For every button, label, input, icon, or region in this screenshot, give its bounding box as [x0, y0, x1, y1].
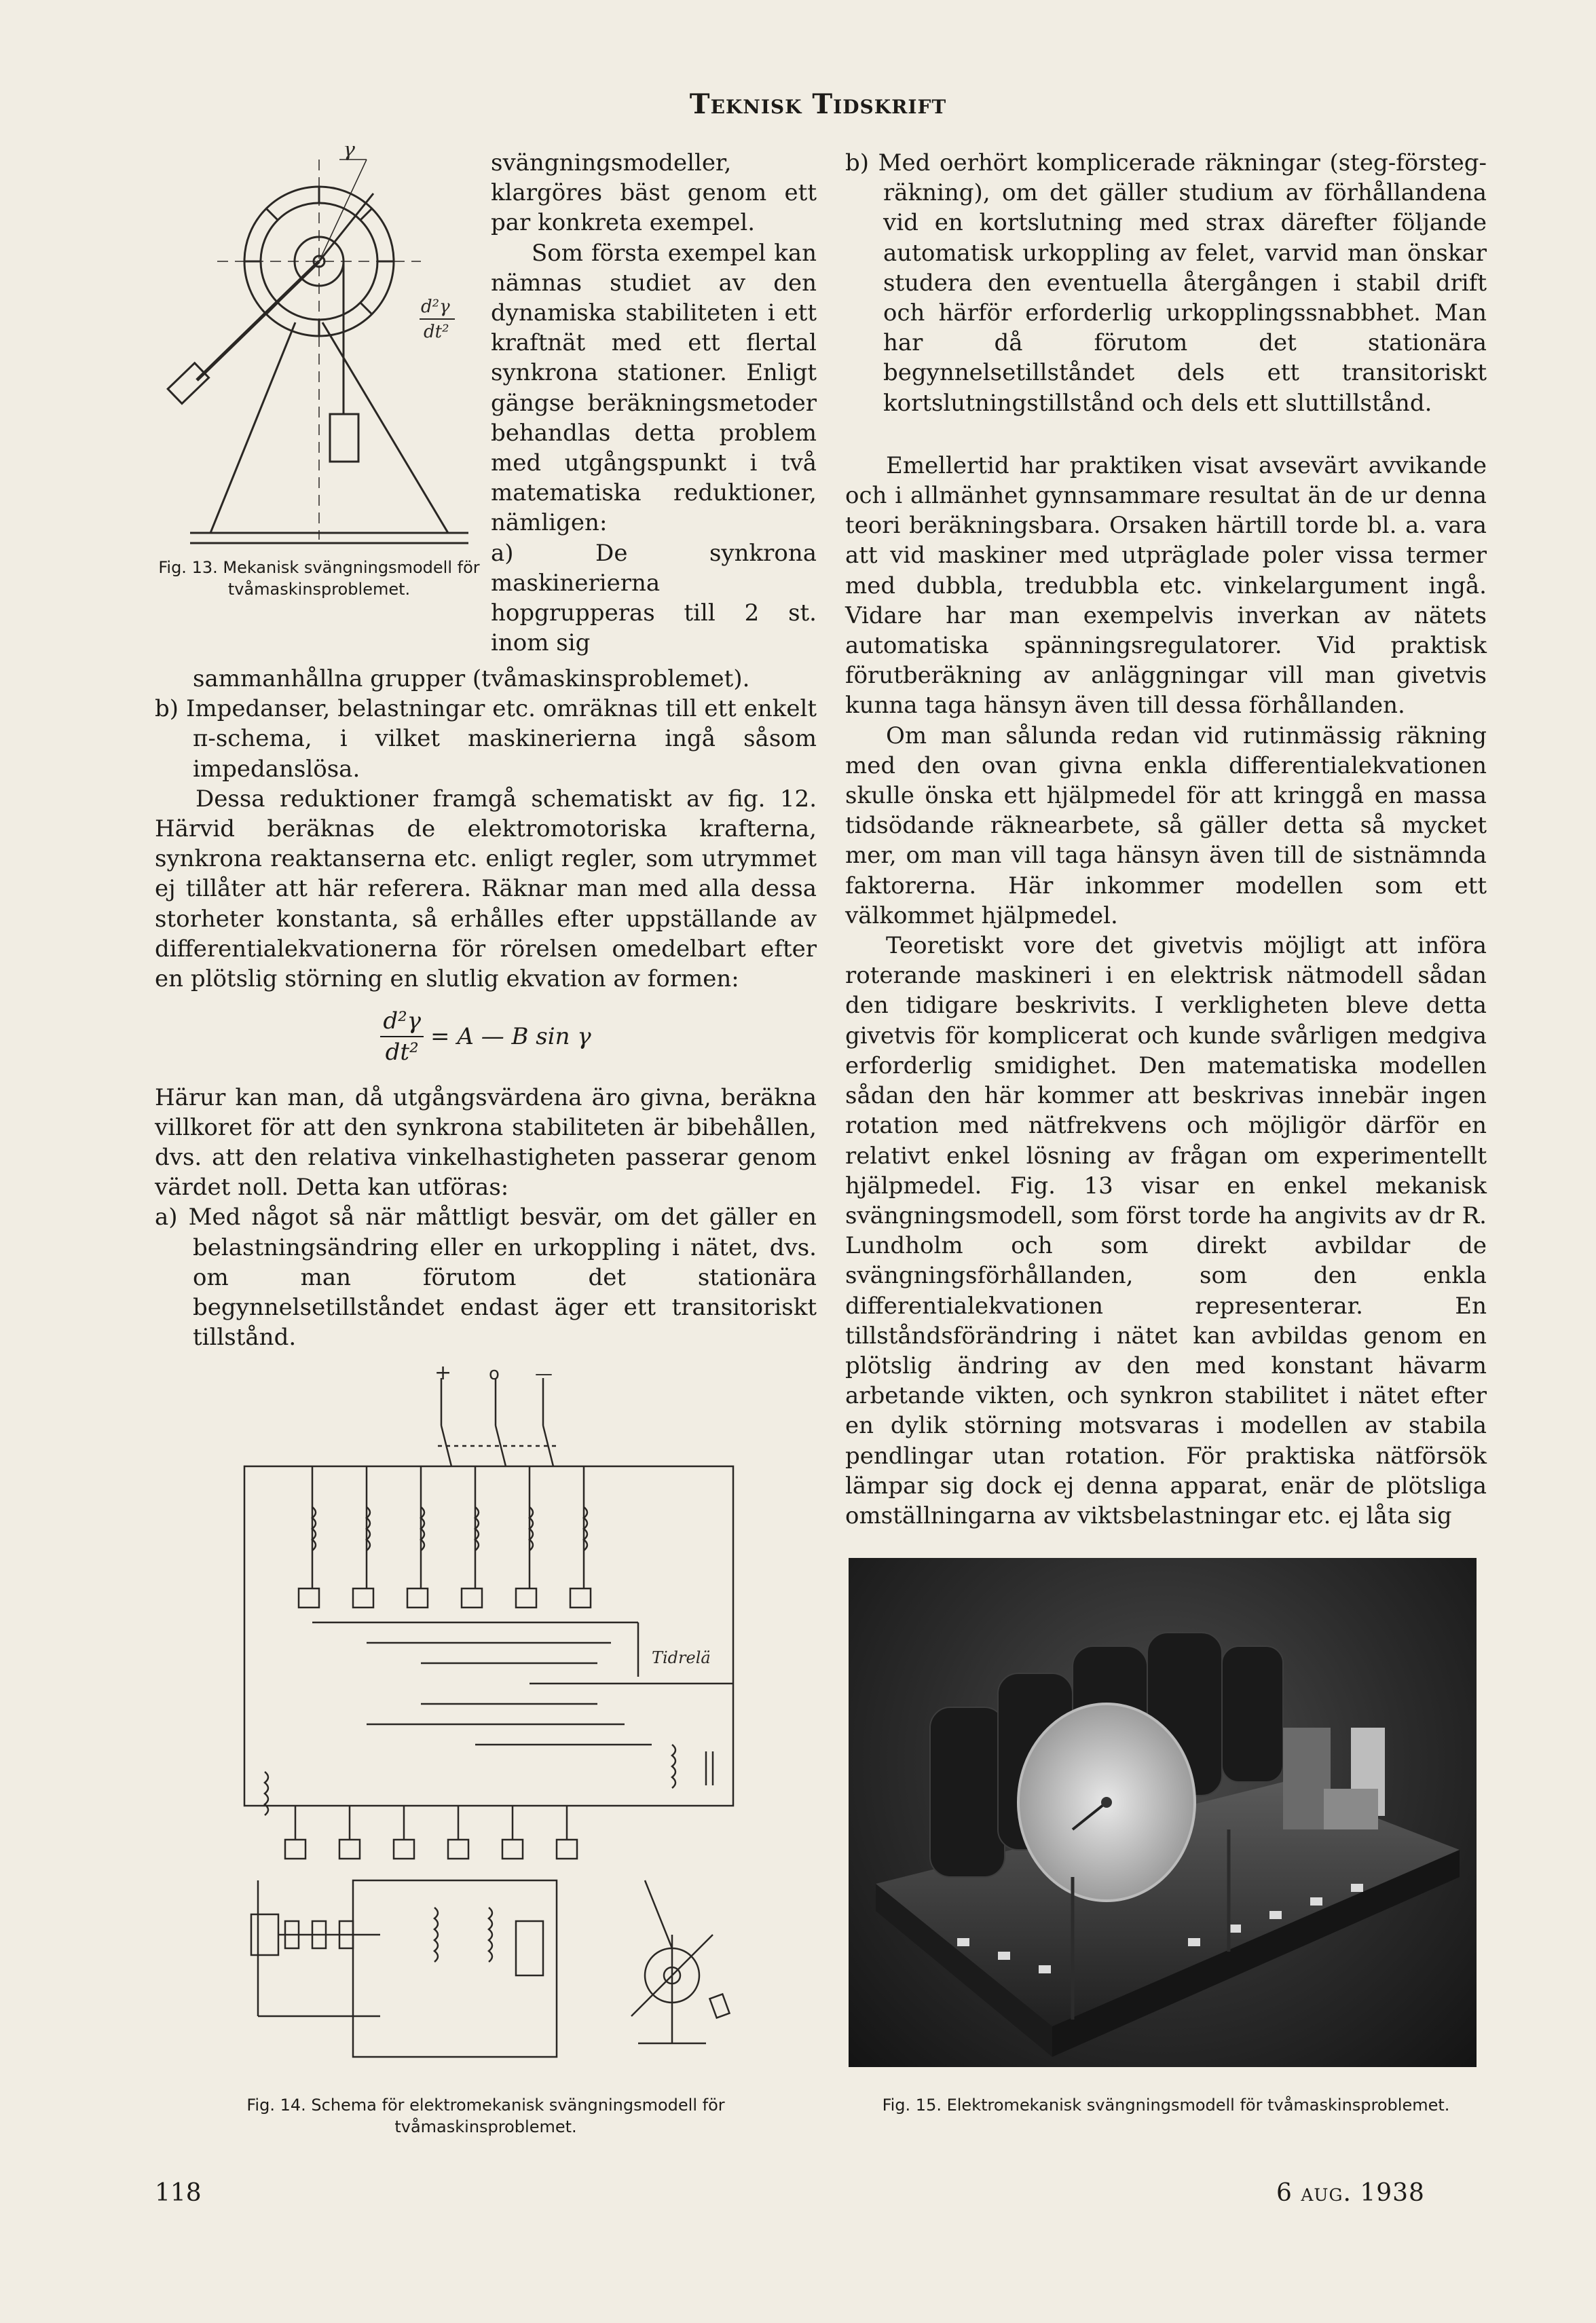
text-column-right — [845, 148, 1487, 1531]
list-item: b) Impedanser, belastningar etc. omräknas till ett enkelt π-schema, i vilket maskinerierna ingå såsom impedanslösa. — [155, 695, 817, 783]
d2gamma-label: d²γ — [421, 297, 450, 317]
figure-15-photo — [849, 1558, 1477, 2067]
mechanical-model-diagram — [149, 146, 485, 553]
equation-numerator: d²γ — [380, 1006, 424, 1037]
figure-13-drawing — [149, 146, 485, 580]
equation-fraction — [380, 1006, 424, 1067]
issue-date: 6 aug. 1938 — [1276, 2179, 1425, 2207]
text-column-narrow — [491, 148, 817, 658]
paragraph: Dessa reduktioner framgå schematiskt av fig. 12. Härvid beräknas de elektromotoriska krafterna, synkrona reaktanserna etc. enligt regler, som utrymmet ej tillåter att här referera. Räknar man med alla dessa storheter konstanta, så erhålles efter uppställande av differentialekvationerna för rörelsen omedelbart efter en plötslig störning en slutlig ekvation av formen: — [155, 785, 817, 993]
paragraph: Emellertid har praktiken visat avsevärt avvikande och i allmänhet gynnsammare resultat än de ur denna teori beräkningsbara. Orsaken härtill torde bl. a. vara att vid maskiner med utpräglade poler vissa termer med dubbla, tredubbla etc. vinkelargument ingå. Vidare har man exempelvis inverkan av nätets automatiska spänningsregulatorer. Vid praktisk förutberäkning av anläggningar vill man givetvis kunna taga hänsyn även till dessa förhållanden. — [845, 451, 1487, 720]
dt2-label: dt² — [424, 322, 449, 342]
list-item: a) Med något så när måttligt besvär, om det gäller en belastningsändring eller en urkoppling i nätet, dvs. om man förutom det stationära begynnelsetillståndet endast äger ett transitoriskt tillstånd. — [155, 1204, 817, 1352]
tidrele-label: Tidrelä — [652, 1648, 711, 1667]
circuit-diagram — [217, 1364, 754, 2077]
journal-header: Teknisk Tidskrift — [689, 88, 947, 120]
figure-15-caption: Fig. 15. Elektromekanisk svängningsmodell för tvåmaskinsproblemet. — [882, 2096, 1450, 2115]
page-number: 118 — [155, 2179, 202, 2207]
paragraph: Härur kan man, då utgångsvärdena äro givna, beräkna villkoret för att den synkrona stabiliteten är bibehållen, dvs. att den relativa vinkelhastigheten passerar genom värdet noll. Detta kan utföras: — [155, 1083, 817, 1202]
figure-13-caption: Fig. 13. Mekanisk svängningsmodell för tvåmaskinsproblemet. — [158, 558, 480, 599]
paragraph: svängningsmodeller, klargöres bäst genom ett par konkreta exempel. — [491, 149, 817, 237]
equation-denominator: dt² — [385, 1039, 419, 1066]
text-column-left — [155, 664, 817, 1352]
terminal-zero: o — [489, 1364, 500, 1384]
terminal-plus: + — [434, 1364, 452, 1385]
equation-rhs: = A — B sin γ — [430, 1023, 591, 1051]
apparatus-photo — [849, 1558, 1477, 2067]
list-item: b) Med oerhört komplicerade räkningar (steg-försteg-räkning), om det gäller studium av förhållandena vid en kortslutning med strax därefter följande automatisk urkoppling av felet, varvid man önskar studera den eventuella återgången i stabil drift och härför erforderlig urkopplingssnabbhet. Man har då förutom det stationära begynnelsetillståndet dels ett transitoriskt kortslutningstillstånd och dels ett sluttillstånd. — [845, 149, 1487, 417]
figure-14-schematic — [217, 1364, 754, 2077]
paragraph: sammanhållna grupper (tvåmaskinsproblemet). — [193, 665, 750, 692]
paragraph: Teoretiskt vore det givetvis möjligt att införa roterande maskineri i en elektrisk nätmodell sådan den tidigare beskrivits. I verkligheten bleve detta givetvis för komplicerat och kunde svårligen medgiva erforderlig smidighet. Den matematiska modellen sådan den här kommer att beskrivas innebär ingen rotation med nätfrekvens och möjligör därför en relativt enkel lösning av frågan om experimentellt hjälpmedel. Fig. 13 visar en enkel mekanisk svängningsmodell, som först torde ha angivits av dr R. Lundholm och som direkt avbildar de svängningsförhållanden, som den enkla differentialekvationen representerar. En tillståndsförändring i nätet kan avbildas genom en plötslig ändring av den med konstant hävarm arbetande vikten, och synkron stabilitet i nätet efter en dylik störning motsvaras i modellen av stabila pendlingar utan rotation. För praktiska nätförsök lämpar sig dock ej denna apparat, enär de plötsliga omställningarna av viktsbelastningar etc. ej låta sig — [845, 932, 1487, 1529]
differential-equation — [155, 1006, 817, 1067]
list-item: a) De synkrona maskinerierna hopgrupperas till 2 st. inom sig — [491, 539, 817, 657]
terminal-minus: — — [535, 1364, 553, 1384]
figure-14-caption: Fig. 14. Schema för elektromekanisk svängningsmodell för tvåmaskinsproblemet. — [246, 2096, 725, 2136]
paragraph: Om man sålunda redan vid rutinmässig räkning med den ovan givna enkla differentialekvationen skulle önska ett hjälpmedel för att kringgå en massa tidsödande räknearbete, så gäller detta så mycket mer, om man vill taga hänsyn även till de sistnämnda faktorerna. Här inkommer modellen som ett välkommet hjälpmedel. — [845, 722, 1487, 929]
paragraph: Som första exempel kan nämnas studiet av den dynamiska stabiliteten i ett kraftnät med ett flertal synkrona stationer. Enligt gängse beräkningsmetoder behandlas detta problem med utgångspunkt i två matematiska reduktioner, nämligen: — [491, 239, 817, 537]
gamma-label: γ — [343, 146, 355, 162]
